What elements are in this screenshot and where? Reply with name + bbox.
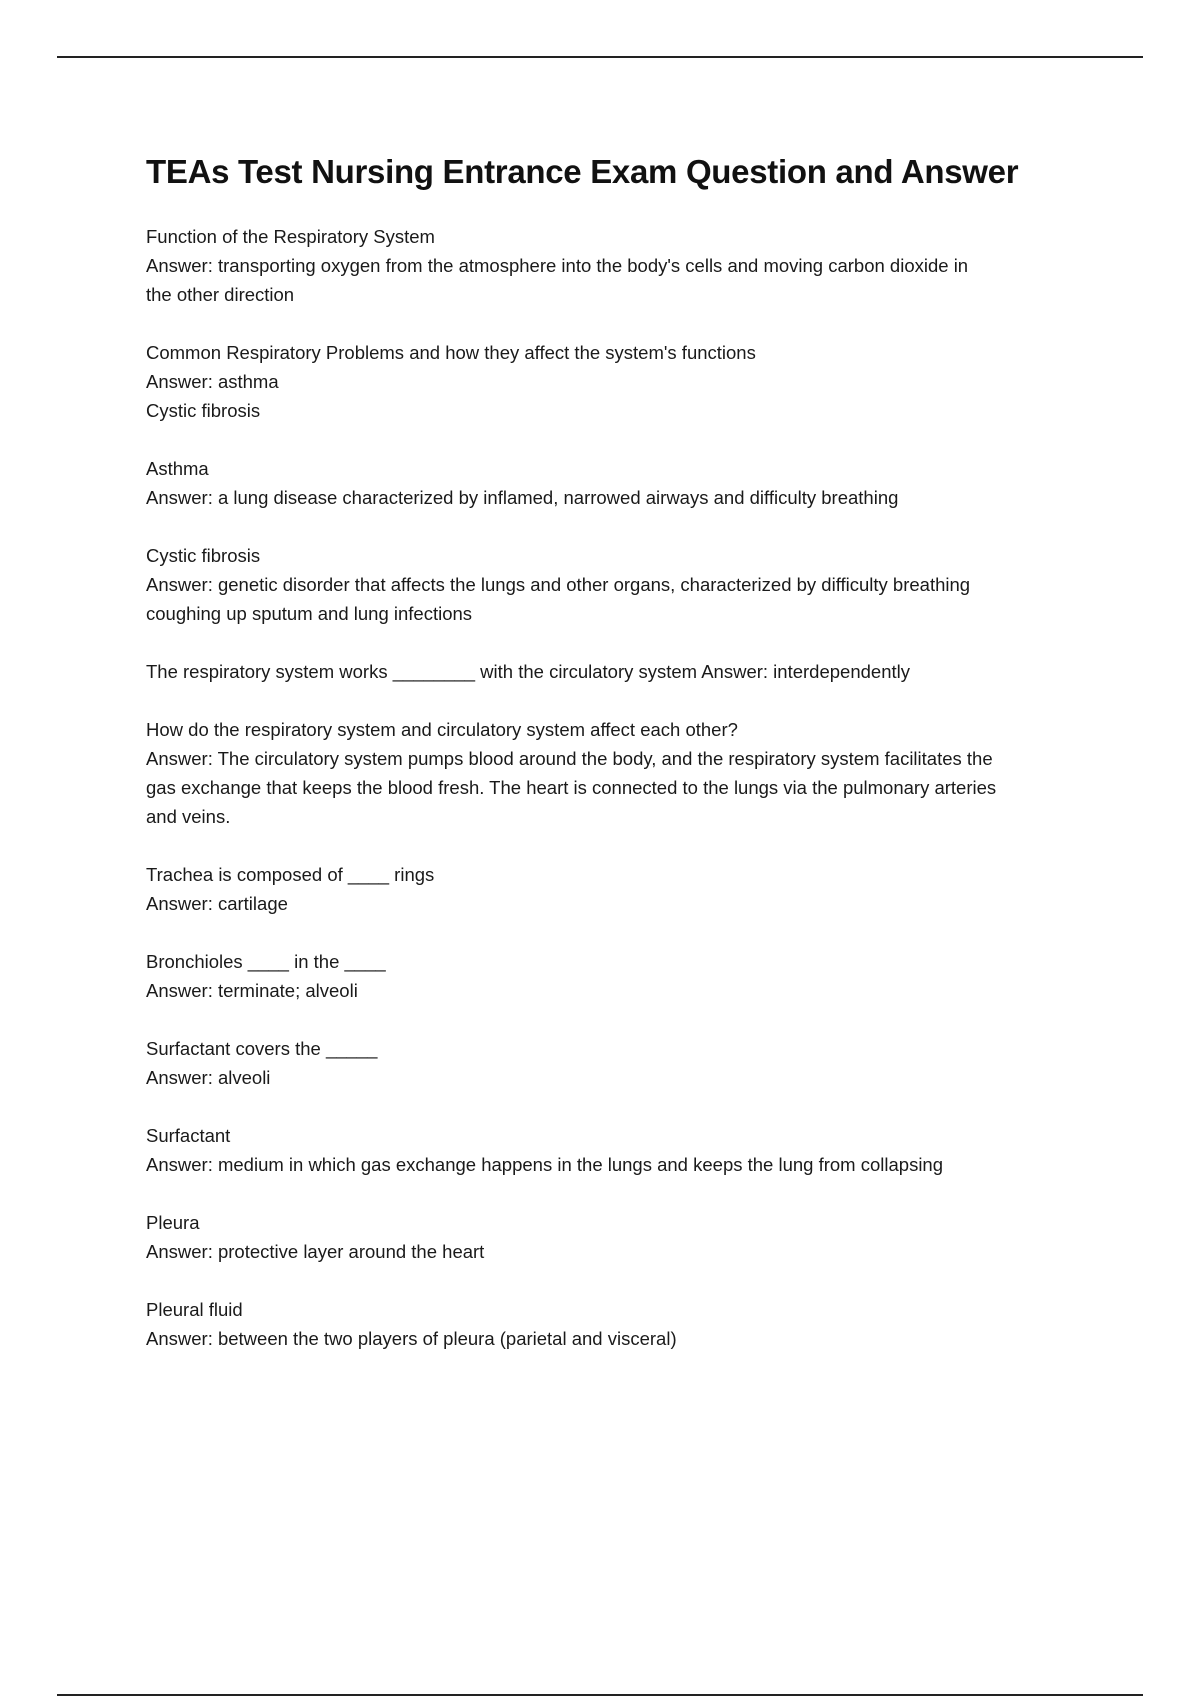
qa-answer-line: Answer: between the two players of pleura (parietal and visceral) <box>146 1328 677 1349</box>
footer-rule <box>57 1694 1143 1696</box>
qa-answer-line: coughing up sputum and lung infections <box>146 603 473 624</box>
qa-answer-line: Answer: cartilage <box>146 893 288 914</box>
qa-item <box>146 1121 1096 1179</box>
header-rule <box>57 56 1143 58</box>
qa-question-line: Pleural fluid <box>146 1299 243 1320</box>
qa-answer-line: Answer: asthma <box>146 371 279 392</box>
qa-answer-line: Answer: transporting oxygen from the atmosphere into the body's cells and moving carbon dioxide in <box>146 255 969 276</box>
qa-answer-line: and veins. <box>146 806 231 827</box>
qa-list <box>146 222 1096 1353</box>
qa-question-line: Asthma <box>146 458 209 479</box>
qa-answer-line: Answer: terminate; alveoli <box>146 980 358 1001</box>
qa-answer-line: Cystic fibrosis <box>146 400 261 421</box>
qa-question-line: Surfactant covers the _____ <box>146 1038 378 1059</box>
qa-item <box>146 715 1096 831</box>
qa-answer-line: Answer: medium in which gas exchange happens in the lungs and keeps the lung from collapsing <box>146 1154 944 1175</box>
document-title: TEAs Test Nursing Entrance Exam Question and Answer <box>146 153 1019 190</box>
qa-item <box>146 1034 1096 1092</box>
qa-answer-line: Answer: protective layer around the heart <box>146 1241 485 1262</box>
qa-question-line: The respiratory system works ________ with the circulatory system Answer: interdependently <box>146 661 910 682</box>
qa-question-line: Cystic fibrosis <box>146 545 261 566</box>
document-body <box>146 146 1096 1382</box>
qa-item <box>146 338 1096 425</box>
qa-item <box>146 1295 1096 1353</box>
qa-item <box>146 860 1096 918</box>
qa-answer-line: Answer: a lung disease characterized by inflamed, narrowed airways and difficulty breathing <box>146 487 899 508</box>
qa-answer-line: gas exchange that keeps the blood fresh. The heart is connected to the lungs via the pulmonary arteries <box>146 777 997 798</box>
qa-answer-line: the other direction <box>146 284 295 305</box>
qa-question-line: Function of the Respiratory System <box>146 226 435 247</box>
qa-item <box>146 947 1096 1005</box>
qa-question-line: Common Respiratory Problems and how they affect the system's functions <box>146 342 756 363</box>
qa-item <box>146 222 1096 309</box>
qa-question-line: Surfactant <box>146 1125 231 1146</box>
qa-item <box>146 657 1096 686</box>
qa-question-line: Trachea is composed of ____ rings <box>146 864 435 885</box>
qa-question-line: How do the respiratory system and circulatory system affect each other? <box>146 719 738 740</box>
qa-item <box>146 541 1096 628</box>
qa-answer-line: Answer: alveoli <box>146 1067 271 1088</box>
qa-item <box>146 454 1096 512</box>
qa-question-line: Pleura <box>146 1212 200 1233</box>
qa-question-line: Bronchioles ____ in the ____ <box>146 951 386 972</box>
qa-answer-line: Answer: genetic disorder that affects the lungs and other organs, characterized by difficulty breathing <box>146 574 971 595</box>
qa-answer-line: Answer: The circulatory system pumps blood around the body, and the respiratory system facilitates the <box>146 748 993 769</box>
qa-item <box>146 1208 1096 1266</box>
